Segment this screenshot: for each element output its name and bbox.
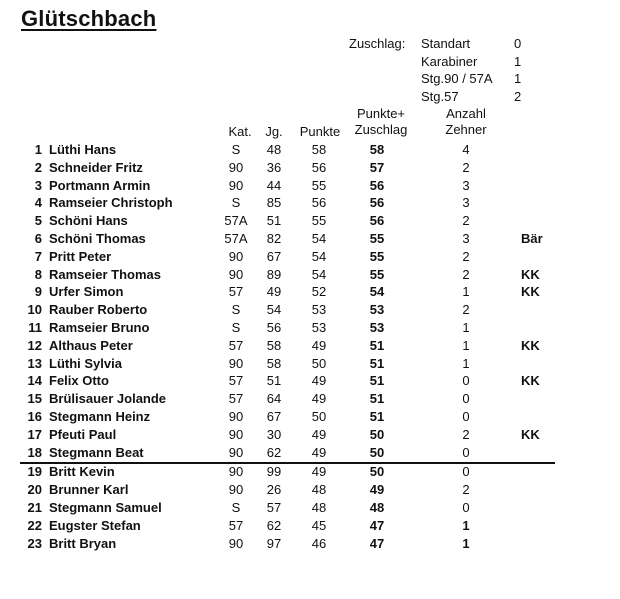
legend-value: 1 bbox=[514, 71, 522, 86]
rank-cell: 2 bbox=[34, 159, 42, 175]
zehner-cell: 2 bbox=[462, 159, 470, 175]
total-cell: 55 bbox=[369, 248, 385, 264]
name-cell: Britt Kevin bbox=[49, 464, 115, 480]
punkte-cell: 50 bbox=[311, 408, 327, 424]
punkte-cell: 56 bbox=[311, 195, 327, 211]
kat-cell: 90 bbox=[228, 159, 244, 175]
kat-cell: S bbox=[231, 195, 241, 211]
table-row bbox=[0, 284, 620, 302]
table-row bbox=[0, 464, 620, 482]
total-cell: 53 bbox=[369, 319, 385, 335]
name-cell: Lüthi Hans bbox=[49, 142, 117, 157]
zehner-cell: 0 bbox=[462, 464, 470, 480]
name-cell: Lüthi Sylvia bbox=[49, 355, 122, 371]
rank-cell: 12 bbox=[27, 337, 42, 353]
header-anzahl-zehner bbox=[438, 106, 494, 138]
rank-cell: 20 bbox=[27, 482, 42, 498]
kat-cell: 57 bbox=[228, 373, 244, 389]
header-punkte-zuschlag-line1: Punkte+ bbox=[356, 106, 406, 121]
rank-cell: 18 bbox=[27, 444, 42, 460]
qualification-divider bbox=[20, 462, 555, 464]
kat-cell: S bbox=[231, 499, 241, 515]
kat-cell: 90 bbox=[228, 248, 244, 264]
rank-cell: 8 bbox=[34, 266, 42, 282]
total-cell: 51 bbox=[369, 337, 385, 353]
name-cell: Pfeuti Paul bbox=[49, 426, 117, 442]
rank-cell: 16 bbox=[27, 408, 42, 424]
rank-cell: 7 bbox=[34, 248, 42, 264]
name-cell: Urfer Simon bbox=[49, 284, 124, 300]
name-cell: Felix Otto bbox=[49, 373, 109, 389]
legend-name: Stg.57 bbox=[421, 88, 459, 104]
jg-cell: 99 bbox=[266, 464, 282, 480]
rank-cell: 4 bbox=[34, 195, 42, 211]
page-title: Glütschbach bbox=[21, 6, 157, 31]
rank-cell: 21 bbox=[27, 499, 42, 515]
legend-name: Stg.90 / 57A bbox=[421, 71, 493, 86]
punkte-cell: 55 bbox=[311, 177, 327, 193]
total-cell: 56 bbox=[369, 177, 385, 193]
punkte-cell: 48 bbox=[311, 499, 327, 515]
total-cell: 55 bbox=[369, 230, 385, 246]
kat-cell: 90 bbox=[228, 355, 244, 371]
jg-cell: 49 bbox=[266, 284, 282, 300]
total-cell: 57 bbox=[369, 159, 385, 175]
kat-cell: 57 bbox=[228, 391, 244, 407]
total-cell: 55 bbox=[369, 266, 385, 282]
header-punkte-zuschlag-line2: Zuschlag bbox=[354, 122, 408, 137]
header-punkte-zuschlag bbox=[350, 106, 412, 138]
name-cell: Schneider Fritz bbox=[49, 159, 143, 175]
name-cell: Schöni Hans bbox=[49, 213, 128, 229]
jg-cell: 48 bbox=[266, 142, 282, 157]
punkte-cell: 49 bbox=[311, 337, 327, 353]
jg-cell: 58 bbox=[266, 355, 282, 371]
note-cell: KK bbox=[521, 373, 540, 389]
legend-row bbox=[421, 36, 531, 54]
legend-value: 0 bbox=[514, 36, 522, 51]
name-cell: Brunner Karl bbox=[49, 482, 129, 498]
name-cell: Stegmann Beat bbox=[49, 444, 144, 460]
name-cell: Portmann Armin bbox=[49, 177, 151, 193]
punkte-cell: 56 bbox=[311, 159, 327, 175]
total-cell: 50 bbox=[369, 444, 385, 460]
total-cell: 51 bbox=[369, 391, 385, 407]
table-row bbox=[0, 536, 620, 554]
table-row bbox=[0, 267, 620, 285]
punkte-cell: 53 bbox=[311, 319, 327, 335]
name-cell: Ramseier Bruno bbox=[49, 319, 150, 335]
table-row bbox=[0, 356, 620, 374]
zehner-cell: 0 bbox=[462, 499, 470, 515]
kat-cell: S bbox=[231, 142, 241, 157]
total-cell: 48 bbox=[369, 499, 385, 515]
jg-cell: 36 bbox=[266, 159, 282, 175]
table-row bbox=[0, 482, 620, 500]
rank-cell: 6 bbox=[34, 230, 42, 246]
name-cell: Pritt Peter bbox=[49, 248, 112, 264]
total-cell: 56 bbox=[369, 195, 385, 211]
table-row bbox=[0, 231, 620, 249]
table-row bbox=[0, 373, 620, 391]
total-cell: 49 bbox=[369, 482, 385, 498]
name-cell: Rauber Roberto bbox=[49, 302, 148, 318]
header-jg: Jg. bbox=[265, 124, 283, 139]
total-cell: 54 bbox=[369, 284, 385, 300]
punkte-cell: 49 bbox=[311, 426, 327, 442]
table-row bbox=[0, 302, 620, 320]
jg-cell: 54 bbox=[266, 302, 282, 318]
punkte-cell: 54 bbox=[311, 230, 327, 246]
rank-cell: 13 bbox=[27, 355, 42, 371]
jg-cell: 62 bbox=[266, 517, 282, 533]
kat-cell: 90 bbox=[228, 535, 244, 551]
table-row bbox=[0, 427, 620, 445]
total-cell: 50 bbox=[369, 426, 385, 442]
punkte-cell: 45 bbox=[311, 517, 327, 533]
zehner-cell: 0 bbox=[462, 408, 470, 424]
zehner-cell: 1 bbox=[462, 355, 470, 371]
table-row bbox=[0, 409, 620, 427]
rank-cell: 1 bbox=[34, 142, 42, 157]
name-cell: Ramseier Christoph bbox=[49, 195, 173, 211]
note-cell: KK bbox=[521, 266, 540, 282]
name-cell: Ramseier Thomas bbox=[49, 266, 161, 282]
rank-cell: 23 bbox=[27, 535, 42, 551]
table-row bbox=[0, 178, 620, 196]
kat-cell: 90 bbox=[228, 266, 244, 282]
zehner-cell: 0 bbox=[462, 391, 470, 407]
punkte-cell: 49 bbox=[311, 464, 327, 480]
table-row bbox=[0, 195, 620, 213]
punkte-cell: 54 bbox=[311, 266, 327, 282]
table-row bbox=[0, 518, 620, 536]
kat-cell: 90 bbox=[228, 177, 244, 193]
table-row bbox=[0, 445, 620, 463]
zehner-cell: 4 bbox=[462, 142, 470, 157]
jg-cell: 56 bbox=[266, 319, 282, 335]
legend-value: 1 bbox=[514, 53, 522, 69]
kat-cell: S bbox=[231, 302, 241, 318]
rank-cell: 9 bbox=[34, 284, 42, 300]
jg-cell: 58 bbox=[266, 337, 282, 353]
zehner-cell: 2 bbox=[462, 248, 470, 264]
jg-cell: 44 bbox=[266, 177, 282, 193]
total-cell: 51 bbox=[369, 408, 385, 424]
jg-cell: 82 bbox=[266, 230, 282, 246]
punkte-cell: 53 bbox=[311, 302, 327, 318]
jg-cell: 30 bbox=[266, 426, 282, 442]
total-cell: 51 bbox=[369, 373, 385, 389]
legend-name: Karabiner bbox=[421, 53, 478, 69]
zehner-cell: 1 bbox=[462, 319, 470, 335]
zuschlag-label: Zuschlag: bbox=[349, 36, 406, 51]
name-cell: Eugster Stefan bbox=[49, 517, 141, 533]
total-cell: 58 bbox=[369, 142, 385, 157]
table-row bbox=[0, 338, 620, 356]
punkte-cell: 49 bbox=[311, 391, 327, 407]
total-cell: 56 bbox=[369, 213, 385, 229]
zehner-cell: 3 bbox=[462, 230, 470, 246]
rank-cell: 3 bbox=[34, 177, 42, 193]
total-cell: 50 bbox=[369, 464, 385, 480]
rank-cell: 15 bbox=[27, 391, 42, 407]
table-row bbox=[0, 213, 620, 231]
kat-cell: 90 bbox=[228, 426, 244, 442]
punkte-cell: 54 bbox=[311, 248, 327, 264]
note-cell: KK bbox=[521, 284, 540, 300]
jg-cell: 57 bbox=[266, 499, 282, 515]
name-cell: Britt Bryan bbox=[49, 535, 117, 551]
rank-cell: 11 bbox=[28, 319, 42, 335]
kat-cell: 57 bbox=[228, 284, 244, 300]
rank-cell: 14 bbox=[27, 373, 42, 389]
header-anzahl-line1: Anzahl bbox=[446, 106, 486, 121]
total-cell: 47 bbox=[369, 535, 385, 551]
jg-cell: 51 bbox=[266, 213, 282, 229]
name-cell: Althaus Peter bbox=[49, 337, 133, 353]
table-row bbox=[0, 391, 620, 409]
kat-cell: 90 bbox=[228, 444, 244, 460]
zehner-cell: 2 bbox=[462, 426, 470, 442]
rank-cell: 22 bbox=[27, 517, 42, 533]
note-cell: KK bbox=[521, 337, 540, 353]
legend-name: Standart bbox=[421, 36, 471, 51]
punkte-cell: 55 bbox=[311, 213, 327, 229]
header-punkte: Punkte bbox=[299, 124, 341, 139]
legend-value: 2 bbox=[514, 88, 522, 104]
zehner-cell: 2 bbox=[462, 482, 470, 498]
total-cell: 51 bbox=[369, 355, 385, 371]
results-table bbox=[0, 142, 620, 553]
kat-cell: 57 bbox=[228, 337, 244, 353]
kat-cell: 57 bbox=[228, 517, 244, 533]
jg-cell: 85 bbox=[266, 195, 282, 211]
kat-cell: 57A bbox=[224, 213, 248, 229]
zehner-cell: 2 bbox=[462, 302, 470, 318]
punkte-cell: 49 bbox=[311, 373, 327, 389]
punkte-cell: 48 bbox=[311, 482, 327, 498]
zehner-cell: 1 bbox=[462, 535, 470, 551]
jg-cell: 97 bbox=[266, 535, 282, 551]
table-row bbox=[0, 249, 620, 267]
kat-cell: 90 bbox=[228, 464, 244, 480]
total-cell: 53 bbox=[369, 302, 385, 318]
punkte-cell: 49 bbox=[311, 444, 327, 460]
name-cell: Schöni Thomas bbox=[49, 230, 146, 246]
punkte-cell: 46 bbox=[311, 535, 327, 551]
table-row bbox=[0, 142, 620, 160]
rank-cell: 10 bbox=[27, 302, 42, 318]
rank-cell: 5 bbox=[34, 213, 42, 229]
zehner-cell: 3 bbox=[462, 195, 470, 211]
zehner-cell: 1 bbox=[462, 337, 470, 353]
table-row bbox=[0, 320, 620, 338]
legend-row bbox=[421, 89, 531, 107]
jg-cell: 67 bbox=[266, 408, 282, 424]
legend-row bbox=[421, 54, 531, 72]
total-cell: 47 bbox=[369, 517, 385, 533]
rank-cell: 17 bbox=[27, 426, 42, 442]
jg-cell: 26 bbox=[266, 482, 282, 498]
kat-cell: 90 bbox=[228, 408, 244, 424]
jg-cell: 89 bbox=[266, 266, 282, 282]
kat-cell: 90 bbox=[228, 482, 244, 498]
kat-cell: S bbox=[231, 319, 241, 335]
zehner-cell: 2 bbox=[462, 266, 470, 282]
note-cell: KK bbox=[521, 426, 540, 442]
zuschlag-legend bbox=[421, 36, 531, 106]
jg-cell: 62 bbox=[266, 444, 282, 460]
zehner-cell: 1 bbox=[462, 517, 470, 533]
jg-cell: 64 bbox=[266, 391, 282, 407]
header-anzahl-line2: Zehner bbox=[445, 122, 487, 137]
name-cell: Stegmann Samuel bbox=[49, 499, 162, 515]
legend-row bbox=[421, 71, 531, 89]
name-cell: Brülisauer Jolande bbox=[49, 391, 167, 407]
kat-cell: 57A bbox=[224, 230, 248, 246]
header-kat: Kat. bbox=[228, 124, 252, 139]
table-row bbox=[0, 500, 620, 518]
jg-cell: 67 bbox=[266, 248, 282, 264]
punkte-cell: 58 bbox=[311, 142, 327, 157]
zehner-cell: 2 bbox=[462, 213, 470, 229]
zehner-cell: 3 bbox=[462, 177, 470, 193]
zehner-cell: 0 bbox=[462, 444, 470, 460]
name-cell: Stegmann Heinz bbox=[49, 408, 151, 424]
jg-cell: 51 bbox=[266, 373, 282, 389]
note-cell: Bär bbox=[521, 230, 543, 246]
zehner-cell: 0 bbox=[462, 373, 470, 389]
punkte-cell: 52 bbox=[311, 284, 327, 300]
punkte-cell: 50 bbox=[311, 355, 327, 371]
rank-cell: 19 bbox=[27, 464, 42, 480]
table-row bbox=[0, 160, 620, 178]
zehner-cell: 1 bbox=[462, 284, 470, 300]
